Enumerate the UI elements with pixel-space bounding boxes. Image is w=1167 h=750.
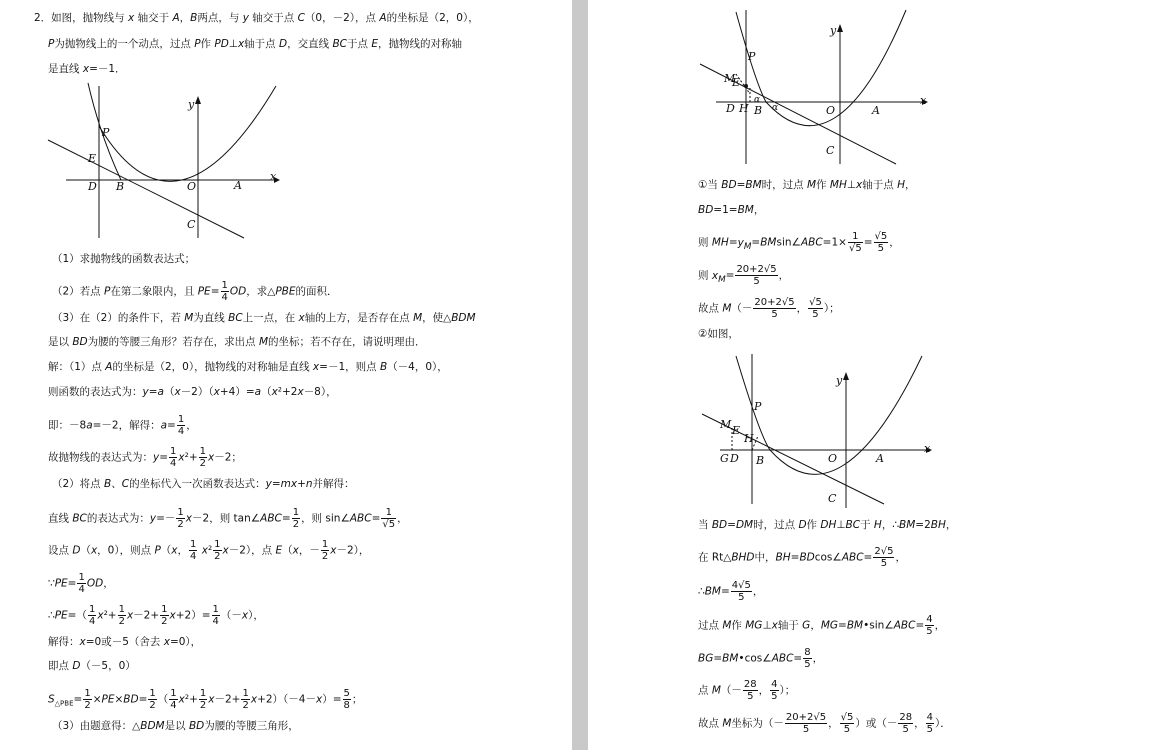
fig1-label-E: E xyxy=(88,152,97,165)
right-page xyxy=(588,0,1167,750)
fig1-label-B: B xyxy=(116,180,125,193)
case2-line-4: 过点 M作 MG⊥x轴于 G，MG=BM•sin∠ABC= $\frac{4}{5}$ ， xyxy=(698,614,946,637)
problem-line-2: P为抛物线上的一个动点，过点 P作 PD⊥x轴于点 D，交直线 BC于点 E，抛物线的对称轴 xyxy=(48,38,462,50)
final-answer: 故点 M坐标为（－ $\frac{20+2√5}{5}$ ， $\frac{√5}{5}$ ）或（－ $\frac{28}{5}$ ， $\frac{4}{5}$ ）． xyxy=(698,712,951,735)
fig1-label-A: A xyxy=(234,179,242,192)
fig3-label-E: E xyxy=(732,424,741,437)
fig3-label-D: D xyxy=(730,452,739,465)
fig2-label-alpha-1: α xyxy=(754,95,761,105)
fig1-label-C: C xyxy=(187,218,196,231)
fig3-label-M: M xyxy=(720,418,732,431)
fig3-label-C: C xyxy=(828,492,837,505)
fig2-label-A: A xyxy=(872,104,880,117)
page-gutter xyxy=(572,0,588,750)
fig2-label-D: D xyxy=(726,102,735,115)
case1-line-5: 故点 M（－ $\frac{20+2√5}{5}$ ， $\frac{√5}{5}$ ）； xyxy=(698,297,840,320)
case2-line-5: BG=BM•cos∠ABC= $\frac{8}{5}$ ， xyxy=(698,647,824,670)
solution-5: （2）将点 B、C的坐标代入一次函数表达式：y=mx+n并解得： xyxy=(52,478,355,490)
fig2-label-P: P xyxy=(748,50,756,63)
solution-12: $S_{\triangle PBE}=$ $\frac{1}{2}$ ×PE×BD= $\frac{1}{2}$ （ $\frac{1}{4}$ x²+ $\frac{1}{2}$ x－2+ $\frac{1}{2}$ x+2）（－4－x）= $\frac{5}{8}$ ； xyxy=(48,688,363,711)
solution-9: ∴PE=（ $\frac{1}{4}$ x²+ $\frac{1}{2}$ x－2+ $\frac{1}{2}$ x+2）= $\frac{1}{4}$ （－x）， xyxy=(48,604,264,627)
case1-line-3: 则 $MH=y_M=BMsin\angle ABC=1\times$ $\frac{1}{√5}$ = $\frac{√5}{5}$ ， xyxy=(698,231,900,254)
solution-1: 解：（1）点 A的坐标是（2，0），抛物线的对称轴是直线 x=－1，则点 B（－4，0）， xyxy=(48,361,448,373)
question-1: （1）求抛物线的函数表达式； xyxy=(52,253,196,265)
solution-8: ∵PE= $\frac{1}{4}$ OD， xyxy=(48,572,114,595)
case2-line-1: 当 BD=DM时，过点 D作 DH⊥BC于 H，∴BM=2BH， xyxy=(698,519,957,531)
fig3-label-y: y xyxy=(836,374,843,387)
solution-11: 即点 D（－5，0） xyxy=(48,660,136,672)
figure-parabola-1 xyxy=(44,82,284,242)
fig2-label-C: C xyxy=(826,144,835,157)
fig3-label-H: H xyxy=(744,432,754,445)
case1-line-1: ①当 BD=BM时，过点 M作 MH⊥x轴于点 H， xyxy=(698,179,916,191)
fig3-label-G: G xyxy=(720,452,729,465)
case2-line-6: 点 M（－ $\frac{28}{5}$ ， $\frac{4}{5}$ ）； xyxy=(698,679,796,702)
solution-13: （3）由题意得：△BDM是以 BD为腰的等腰三角形， xyxy=(52,720,299,732)
problem-line-3: 是直线 x=－1． xyxy=(48,63,126,75)
problem-line-1: 2．如图，抛物线与 x 轴交于 A，B两点，与 y 轴交于点 C（0，－2），点 A的坐标是（2，0）， xyxy=(34,12,479,24)
fig1-label-O: O xyxy=(187,180,197,193)
solution-10: 解得：x=0或－5（舍去 x=0）， xyxy=(48,636,202,648)
figure-parabola-3 xyxy=(700,352,940,512)
fig2-label-M: M xyxy=(724,72,736,85)
fig3-label-P: P xyxy=(754,400,762,413)
fig2-label-H: H xyxy=(739,102,749,115)
fig3-label-x: x xyxy=(924,442,931,455)
question-3-b: 是以 BD为腰的等腰三角形？若存在，求出点 M的坐标；若不存在，请说明理由． xyxy=(48,336,426,348)
case1-line-4: 则 $x_M=$ $\frac{20+2√5}{5}$ ， xyxy=(698,264,790,287)
fig2-label-alpha-2: α xyxy=(772,103,779,113)
case2-intro: ②如图， xyxy=(698,328,739,340)
figure-parabola-2 xyxy=(696,8,936,168)
fig3-label-B: B xyxy=(756,454,765,467)
left-page xyxy=(0,0,572,750)
fig1-label-D: D xyxy=(88,180,97,193)
fig2-label-x: x xyxy=(920,94,927,107)
fig2-label-y: y xyxy=(830,24,837,37)
fig2-label-E: E xyxy=(732,76,741,89)
fig3-label-A: A xyxy=(876,452,884,465)
solution-6: 直线 BC的表达式为：y=－ $\frac{1}{2}$ x－2，则 tan∠ABC= $\frac{1}{2}$ ，则 sin∠ABC= $\frac{1}{√5}$ ， xyxy=(48,507,408,530)
fig1-label-x: x xyxy=(270,170,277,183)
fig2-label-B: B xyxy=(754,104,763,117)
question-3-a: （3）在（2）的条件下，若 M为直线 BC上一点，在 x轴的上方，是否存在点 M，使△BDM xyxy=(52,312,476,324)
solution-7: 设点 D（x，0），则点 P（x， $\frac{1}{4}$ x² $\frac{1}{2}$ x－2），点 E（x，－ $\frac{1}{2}$ x－2）， xyxy=(48,539,370,562)
case2-line-2: 在 Rt△BHD中，BH=BDcos∠ABC= $\frac{2√5}{5}$ ， xyxy=(698,546,906,569)
fig1-label-y: y xyxy=(188,98,195,111)
case1-line-2: BD=1=BM， xyxy=(698,204,765,216)
case2-line-3: ∴BM= $\frac{4√5}{5}$ ， xyxy=(698,580,764,603)
question-2: （2）若点 P在第二象限内，且 PE= $\frac{1}{4}$ OD，求△PBE的面积． xyxy=(52,280,338,303)
fig2-label-O: O xyxy=(826,104,836,117)
fig1-label-P: P xyxy=(102,126,110,139)
solution-3: 即：－8a=－2，解得：a= $\frac{1}{4}$ ， xyxy=(48,414,197,437)
solution-4: 故抛物线的表达式为：y= $\frac{1}{4}$ x²+ $\frac{1}{2}$ x－2； xyxy=(48,446,242,469)
solution-2: 则函数的表达式为：y=a（x－2）（x+4）=a（x²+2x－8）， xyxy=(48,386,337,398)
fig3-label-O: O xyxy=(828,452,838,465)
